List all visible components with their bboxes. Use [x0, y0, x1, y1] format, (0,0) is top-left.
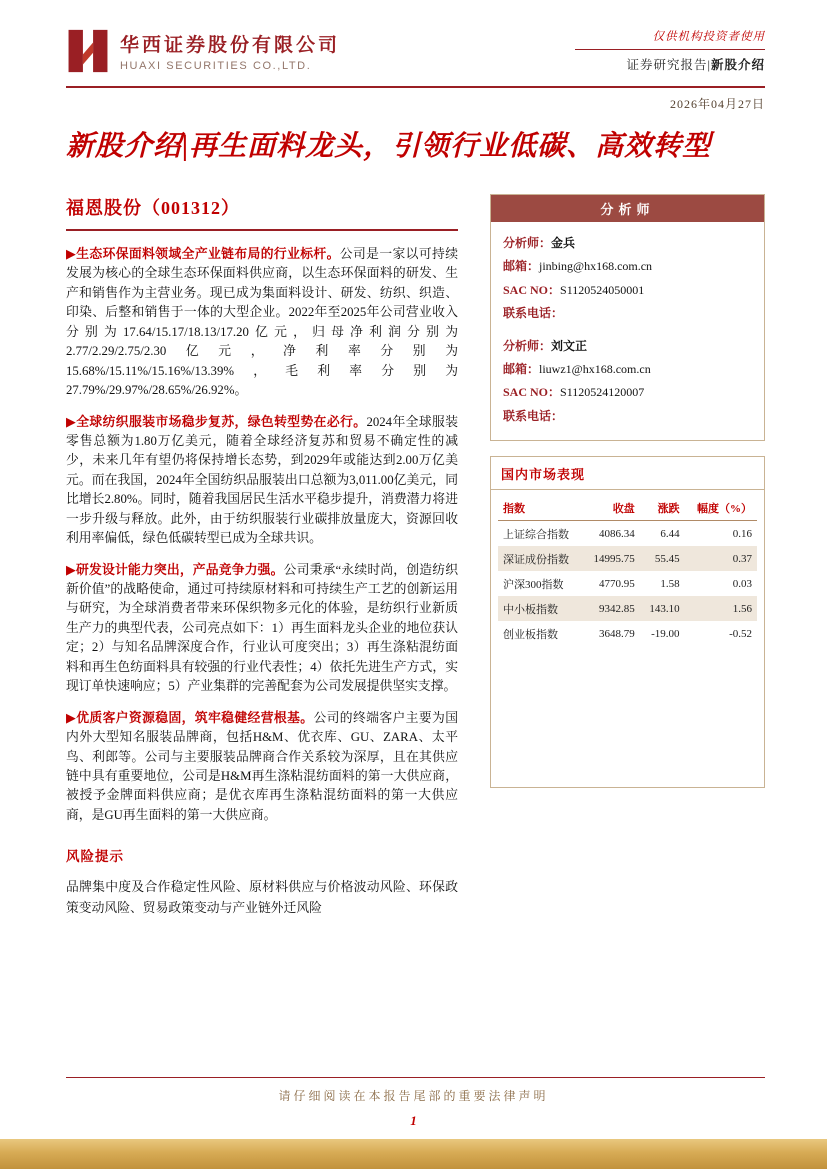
market-table-header-row [498, 496, 757, 521]
analyst-phone-line [503, 405, 752, 428]
analyst-sac-label: SAC NO： [503, 282, 561, 297]
index-name-cell: 沪深300指数 [503, 578, 564, 591]
summary-paragraph [66, 709, 458, 826]
huaxi-logo-icon [66, 26, 110, 76]
footer-gold-bar [0, 1139, 827, 1169]
report-category-separator: | [707, 58, 711, 72]
analyst-email-line [503, 255, 752, 278]
change-cell: -19.00 [651, 627, 680, 640]
analyst-name-label: 分析师： [503, 236, 552, 250]
analyst-email: liuwz1@hx168.com.cn [539, 361, 651, 376]
analyst-email-label: 邮箱： [503, 361, 540, 376]
pct-cell: 0.37 [732, 552, 752, 565]
change-cell: 55.45 [654, 552, 680, 565]
paragraph-lead: ▶研发设计能力突出，产品竞争力强。 [66, 562, 284, 577]
analyst-email-label: 邮箱： [503, 259, 540, 274]
analyst-box-content [491, 222, 764, 440]
market-performance-title: 国内市场表现 [491, 457, 764, 490]
main-column [66, 194, 458, 918]
analyst-sac-label: SAC NO： [503, 385, 561, 400]
header-rule [66, 86, 765, 88]
change-cell: 143.10 [649, 602, 680, 615]
table-row [498, 621, 757, 646]
legal-notice: 请仔细阅读在本报告尾部的重要法律声明 [278, 1089, 549, 1103]
analyst-box [490, 194, 765, 441]
analyst-sac-line [503, 279, 752, 302]
sidebar [490, 194, 765, 788]
index-name-cell: 创业板指数 [503, 628, 558, 641]
pct-cell: 1.56 [732, 602, 752, 615]
analyst-sac-line [503, 381, 752, 404]
report-category-left: 证券研究报告 [626, 58, 708, 72]
report-category [565, 50, 765, 73]
summary-paragraph [66, 245, 458, 401]
change-cell: 1.58 [660, 577, 680, 590]
paragraph-body: 公司是一家以可持续发展为核心的全球生态环保面料供应商，以生态环保面料的研发、生产和销售作为主营业务。现已成为集面料设计、研发、纺织、织造、印染、后整和销售于一体的大型企业。2022年至2025年公司营业收入分别为17.64/15.17/18.13/17.20亿元，归母净利润分别为2.77/2.29/2.75/2.30亿元，净利率分别为15.68%/15.11%/15.16%/13.39%，毛利率分别为27.79%/29.97%/28.65%/26.92%。 [66, 247, 459, 398]
analyst-entry [503, 232, 752, 326]
header-meta [565, 26, 765, 73]
table-row [498, 571, 757, 596]
col-header-pct: 幅度（%） [685, 496, 757, 521]
paragraph-lead: ▶全球纺织服装市场稳步复苏，绿色转型势在必行。 [66, 414, 367, 429]
close-cell: 4086.34 [598, 527, 635, 540]
report-body [66, 194, 765, 918]
analyst-sac-number: S1120524050001 [560, 282, 645, 297]
pct-cell: 0.03 [732, 577, 752, 590]
paragraph-body: 公司的终端客户主要为国内外大型知名服装品牌商，包括H&M、优衣库、GU、ZARA、太平鸟、利郎等。公司与主要服装品牌商合作关系较为深厚，且在其供应链中具有重要地位，公司是H&M再生涤粘混纺面料的第一大供应商，被授予金牌面料供应商；是优衣库再生涤粘混纺面料的第一大供应商，是GU再生面料的第一大供应商。 [66, 710, 459, 822]
analyst-name-line [503, 232, 752, 255]
index-name-cell: 上证综合指数 [503, 528, 569, 541]
market-performance-box [490, 456, 765, 788]
analyst-email: jinbing@hx168.com.cn [539, 259, 653, 274]
paragraph-lead: ▶生态环保面料领域全产业链布局的行业标杆。 [66, 247, 340, 261]
analyst-phone-label: 联系电话： [503, 408, 564, 423]
risk-heading: 风险提示 [66, 849, 124, 865]
change-cell: 6.44 [660, 527, 680, 540]
page-number: 1 [410, 1113, 417, 1128]
close-cell: 4770.95 [598, 577, 635, 590]
table-row [498, 546, 757, 571]
table-row [498, 596, 757, 621]
company-name-cn: 华西证券股份有限公司 [120, 35, 341, 56]
report-footer [0, 1077, 827, 1169]
close-cell: 14995.75 [593, 552, 635, 565]
col-header-index: 指数 [498, 496, 583, 521]
report-date: 2026年04月27日 [669, 97, 765, 111]
index-name-cell: 深证成份指数 [503, 553, 569, 566]
pct-cell: 0.16 [732, 527, 752, 540]
analyst-name: 金兵 [551, 236, 576, 250]
market-table-wrap [491, 490, 764, 656]
analyst-phone-label: 联系电话： [503, 306, 564, 321]
col-header-close: 收盘 [583, 496, 640, 521]
paragraph-lead: ▶优质客户资源稳固，筑牢稳健经营根基。 [66, 710, 314, 725]
paragraph-body: 2024年全球服装零售总额为1.80万亿美元，随着全球经济复苏和贸易不确定性的减少，未来几年有望仍将保持增长态势，到2029年或能达到2.00万亿美元。而在我国，2024年全国纺织品服装出口总额为3,011.00亿美元，同比增长2.80%。同时，随着我国居民生活水平稳步提升，消费潜力将进一步升级与释放。此外，由于纺织服装行业碳排放量庞大，资源回收利用率偏低，绿色低碳转型已成为全球共识。 [66, 414, 459, 546]
index-name-cell: 中小板指数 [503, 603, 558, 616]
analyst-box-header: 分析师 [491, 195, 764, 222]
paragraph-body: 公司秉承“永续时尚，创造纺织新价值”的战略使命，通过可持续原材料和可持续生产工艺的创新运用与研究，为全球消费者带来环保织物多元化的体验，是纺织行业新质生产力的典型代表，公司亮点如下：1）再生面料龙头企业的地位获认定；2）与知名品牌深度合作，行业认可度突出；3）再生涤粘混纺面料和再生色纺面料具有较强的行业代表性；4）依托先进生产方式，实现订单快速响应；5）产业集群的完善配套为公司发展提供坚实支撑。 [66, 562, 459, 694]
company-name-block [120, 30, 340, 72]
pct-cell: -0.52 [729, 627, 752, 640]
stock-name: 福恩股份（001312） [66, 198, 240, 218]
analyst-email-line [503, 358, 752, 381]
analyst-phone-line [503, 302, 752, 325]
analyst-name-line [503, 335, 752, 358]
risk-body: 品牌集中度及合作稳定性风险、原材料供应与价格波动风险、环保政策变动风险、贸易政策变动与产业链外迁风险 [66, 880, 458, 915]
analyst-name-label: 分析师： [503, 338, 552, 353]
table-row [498, 521, 757, 547]
analyst-sac-number: S1120524120007 [560, 385, 645, 400]
summary-paragraph [66, 561, 458, 697]
subtitle-rule [66, 229, 458, 231]
footer-rule [66, 1077, 765, 1078]
company-name-en: HUAXI SECURITIES CO.,LTD. [120, 60, 312, 72]
analyst-name: 刘文正 [551, 338, 588, 353]
close-cell: 3648.79 [598, 627, 635, 640]
report-category-right: 新股介绍 [710, 58, 765, 72]
market-table [498, 496, 757, 646]
report-title: 新股介绍|再生面料龙头，引领行业低碳、高效转型 [66, 131, 712, 162]
report-header [66, 0, 765, 76]
close-cell: 9342.85 [598, 602, 635, 615]
audience-notice: 仅供机构投资者使用 [652, 31, 765, 43]
analyst-entry [503, 335, 752, 429]
company-logo [66, 26, 340, 76]
col-header-change: 涨跌 [640, 496, 685, 521]
summary-paragraph [66, 413, 458, 549]
